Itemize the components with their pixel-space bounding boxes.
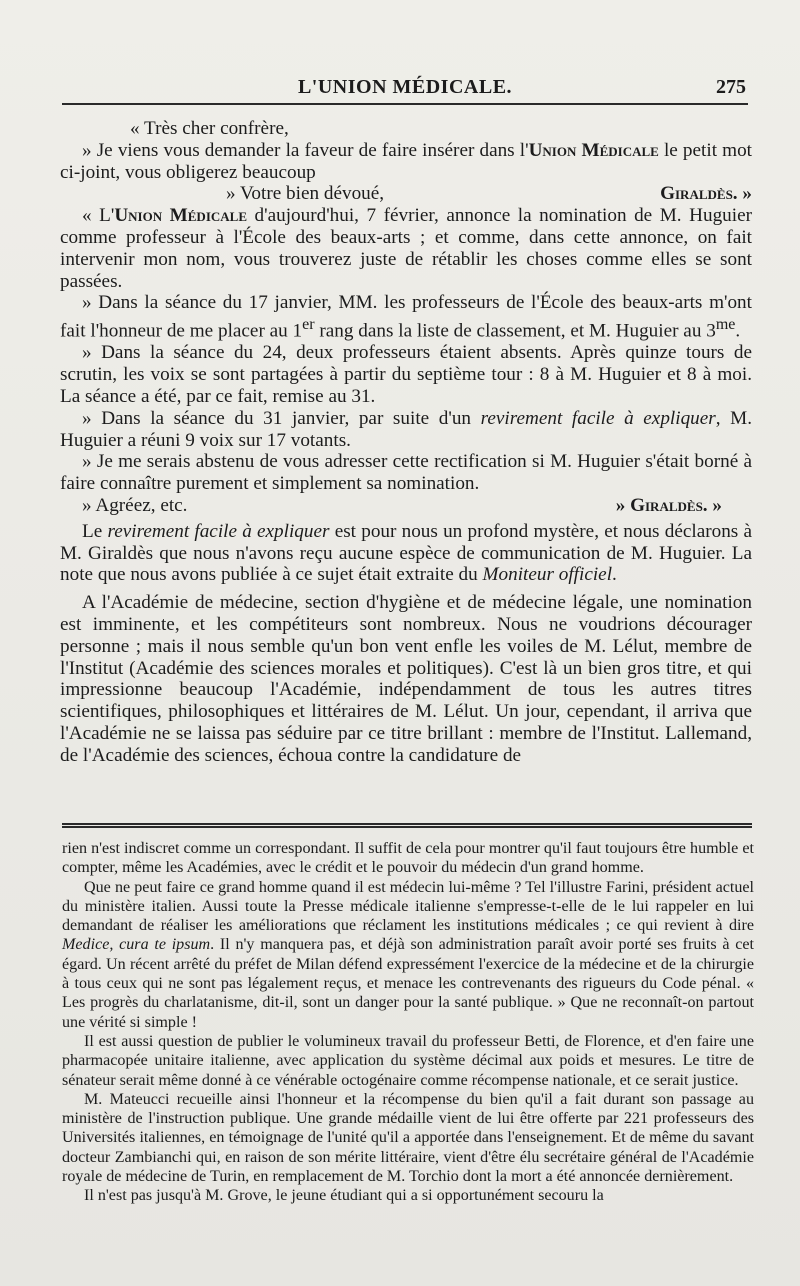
note-paragraph-1: rien n'est indiscret comme un correspondant. Il suffit de cela pour montrer qu'il faut toujours être humble et compter, même les Académies, avec le crédit et le pouvoir du médecin d'un grand homme. — [62, 840, 754, 877]
main-text — [60, 118, 752, 767]
letter-paragraph-6: » Je me serais abstenu de vous adresser cette rectification si M. Huguier s'était borné à faire connaître purement et simplement sa nomination. — [60, 451, 752, 495]
letter-closing: » Votre bien dévoué, Giraldès. » — [226, 183, 752, 205]
header-rule — [62, 103, 748, 105]
editor-comment: Le revirement facile à expliquer est pour nous un profond mystère, et nous déclarons à M. Giraldès que nous n'avons reçu aucune espèce de communication de M. Huguier. La note que nous avons publiée à ce sujet était extraite du Moniteur officiel. — [60, 520, 752, 586]
farewell-signature: » Giraldès. » — [615, 494, 722, 516]
journal-title: L'UNION MÉDICALE. — [297, 76, 513, 98]
footnote-text — [62, 839, 754, 1206]
letter-signature: Giraldès. » — [660, 183, 752, 205]
footnote-separator — [62, 823, 752, 828]
academie-paragraph: A l'Académie de médecine, section d'hygiène et de médecine légale, une nomination est imminente, et les compétiteurs sont nombreux. Nous ne voudrions décourager personne ; mais il nous semble qu'un bon vent enfle les voiles de M. Lélut, membre de l'Institut (Académie des sciences morales et politiques). C'est là un bien gros titre, et qui impressionne beaucoup l'Académie, indépendamment de tous les autres titres scientifiques, philosophiques et littéraires de M. Lélut. Un jour, cependant, il arriva que l'Académie ne se laissa pas séduire par ce titre brillant : membre de l'Institut. Lallemand, de l'Académie des sciences, échoua contre la candidature de — [60, 592, 752, 766]
note-paragraph-2: Que ne peut faire ce grand homme quand il est médecin lui-même ? Tel l'illustre Farini, président actuel du ministère italien. Aussi toute la Presse médicale italienne s'empresse-t-elle de le lui rappeler en lui demandant de réaliser les améliorations que réclament les institutions médicales ; ce qui revient à dire Medice, cura te ipsum. Il n'y manquera pas, et déjà son administration paraît avoir porté ses fruits à cet égard. Un récent arrêté du préfet de Milan défend expressément l'exercice de la médecine et de la chirurgie à tous ceux qui ne sont pas légalement reçus, et menace les contrevenants des rigueurs du Code pénal. « Les progrès du charlatanisme, dit-il, sont un danger pour la santé publique. » Que ne reconnaît-on partout une vérité si simple ! — [62, 878, 755, 1031]
letter-paragraph-3: » Dans la séance du 17 janvier, MM. les professeurs de l'École des beaux-arts m'ont fait l'honneur de me placer au 1er rang dans la liste de classement, et M. Huguier au $3^{me}$. — [60, 292, 752, 342]
running-header — [62, 70, 748, 102]
note-paragraph-3: Il est aussi question de publier le volumineux travail du professeur Betti, de Florence, et d'en faire une pharmacopée unitaire italienne, avec application du système décimal aux poids et mesures. Le titre de sénateur serait même donné à ce vénérable octogénaire comme récompense nationale, et ce serait justice. — [62, 1032, 754, 1089]
letter-farewell: » Agréez, etc. » Giraldès. » — [60, 495, 752, 517]
letter-paragraph-4: » Dans la séance du 24, deux professeurs étaient absents. Après quinze tours de scrutin, les voix se sont partagées à partir du septième tour : 8 à M. Huguier et 8 à moi. La séance a été, par ce fait, remise au 31. — [60, 342, 752, 407]
note-paragraph-4: M. Mateucci recueille ainsi l'honneur et la récompense du bien qu'il a fait durant son passage au ministère de l'instruction publique. Une grande médaille vient de lui être offerte par 221 professeurs des Universités italiennes, en témoignage de l'unité qu'il a apportée dans l'enseignement. Et de même du savant docteur Zambianchi qui, en raison de son mérite littéraire, vient d'être élu secrétaire général de l'Académie royale de médecine de Turin, en remplacement de M. Torchio dont la mort a été annoncée dernièrement. — [62, 1090, 754, 1186]
note-paragraph-5: Il n'est pas jusqu'à M. Grove, le jeune étudiant qui a si opportunément secouru la — [84, 1187, 604, 1205]
letter-paragraph-1: » Je viens vous demander la faveur de faire insérer dans l'Union Médicale le petit mot ci-joint, vous obligerez beaucoup — [60, 139, 753, 183]
letter-paragraph-5: » Dans la séance du 31 janvier, par suite d'un revirement facile à expliquer, M. Huguier a réuni 9 voix sur 17 votants. — [60, 407, 753, 451]
letter-paragraph-2: « L'Union Médicale d'aujourd'hui, 7 février, annonce la nomination de M. Huguier comme professeur à l'École des beaux-arts ; et comme, dans cette annonce, on fait intervenir mon nom, vous trouverez juste de rétablir les choses comme elles se sont passées. — [60, 205, 752, 292]
letter-salutation: « Très cher confrère, — [130, 118, 289, 139]
page-number: 275 — [716, 76, 746, 98]
